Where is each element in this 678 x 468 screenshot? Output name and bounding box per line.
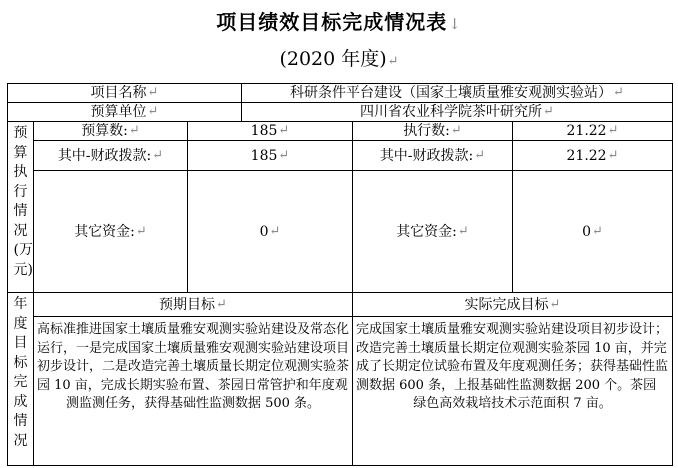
executed-label-cell: [353, 122, 513, 141]
para-mark: ↵: [152, 147, 164, 163]
para-mark: ↵: [474, 147, 486, 163]
other-left-label: 其它资金:: [74, 223, 135, 240]
para-mark: ↵: [613, 85, 624, 100]
budget-amount-value-cell: [188, 122, 353, 141]
para-mark: ↵: [457, 223, 469, 239]
para-mark: ↵: [278, 147, 290, 163]
other-right-value-cell: [513, 171, 672, 293]
para-mark: ↵: [592, 223, 603, 239]
actual-header-cell: [353, 293, 672, 317]
budget-side-label: 预算执行情况(万元): [13, 125, 33, 278]
budget-unit-value: 四川省农业科学院茶叶研究所: [360, 104, 543, 120]
budget-unit-label-cell: [8, 103, 242, 122]
para-mark: ↵: [147, 85, 159, 100]
fiscal-left-value-cell: [188, 141, 353, 171]
other-right-label: 其它资金:: [396, 223, 457, 240]
para-mark: ↵: [450, 123, 462, 138]
para-mark: ↵: [269, 223, 281, 239]
fiscal-right-label-cell: [353, 141, 513, 171]
project-name-label: 项目名称: [90, 85, 147, 101]
actual-text-cell: [353, 317, 672, 465]
budget-side-label-cell: [8, 122, 34, 293]
fiscal-right-value: 21.22: [566, 147, 607, 164]
other-left-value: 0: [259, 223, 269, 240]
para-mark: ↵: [549, 296, 561, 312]
subtitle-mark: ↵: [387, 54, 399, 69]
other-left-label-cell: [34, 171, 188, 293]
para-mark: ↵: [607, 123, 619, 138]
project-name-label-cell: [8, 84, 242, 103]
para-mark: ↵: [607, 147, 619, 163]
fiscal-right-label: 其中-财政拨款:: [379, 147, 474, 164]
budget-amount-label-cell: [34, 122, 188, 141]
other-right-label-cell: [353, 171, 513, 293]
executed-value: 21.22: [566, 123, 607, 139]
other-right-value: 0: [582, 223, 591, 240]
budget-amount-value: 185: [250, 123, 278, 139]
actual-header: 实际完成目标: [464, 296, 549, 313]
para-mark: ↵: [278, 123, 290, 138]
para-mark: ↵: [135, 223, 147, 239]
para-mark: ↵: [543, 104, 554, 119]
expected-header: 预期目标: [159, 296, 216, 313]
page-subtitle: (2020 年度)↵: [279, 48, 399, 70]
budget-amount-label: 预算数:: [81, 123, 128, 139]
fiscal-left-value: 185: [250, 147, 278, 164]
fiscal-right-value-cell: [513, 141, 672, 171]
page-title: 项目绩效目标完成情况表↓: [216, 10, 462, 34]
fiscal-left-label-cell: [34, 141, 188, 171]
goals-side-label: 年度目标完成情况: [13, 296, 28, 449]
para-mark: ↵: [147, 104, 159, 119]
budget-unit-label: 预算单位: [90, 104, 147, 120]
para-mark: ↵: [216, 296, 227, 312]
fiscal-left-label: 其中-财政拨款:: [57, 147, 152, 164]
executed-value-cell: [513, 122, 672, 141]
expected-text: 高标准推进国家土壤质量雅安观测实验站建设及常态化运行，一是完成国家土壤质量雅安观测实验站建设项目初步设计，二是改造完善土壤质量长期定位观测实验茶园 10 亩，完成长期实验布置、茶园日常管护和年度观测监测任务，获得基础性监测数据 500 条。: [37, 322, 350, 412]
executed-label: 执行数:: [403, 123, 450, 139]
goals-side-label-cell: [8, 293, 34, 465]
title-mark: ↓: [448, 15, 462, 33]
budget-unit-value-cell: [242, 103, 672, 122]
actual-text: 完成国家土壤质量雅安观测实验站建设项目初步设计；改造完善土壤质量长期定位观测实验茶园 10 亩，并完成了长期定位试验布置及年度观测任务；获得基础性监测数据 600 条，上报基础性监测数据 200 个。茶园绿色高效栽培技术示范面积 7 亩。: [356, 322, 669, 412]
expected-text-cell: [34, 317, 353, 465]
performance-table: [7, 83, 673, 466]
other-left-value-cell: [188, 171, 353, 293]
para-mark: ↵: [128, 123, 140, 138]
project-name-value: 科研条件平台建设（国家土壤质量雅安观测实验站）: [290, 85, 613, 101]
project-name-value-cell: [242, 84, 672, 103]
expected-header-cell: [34, 293, 353, 317]
